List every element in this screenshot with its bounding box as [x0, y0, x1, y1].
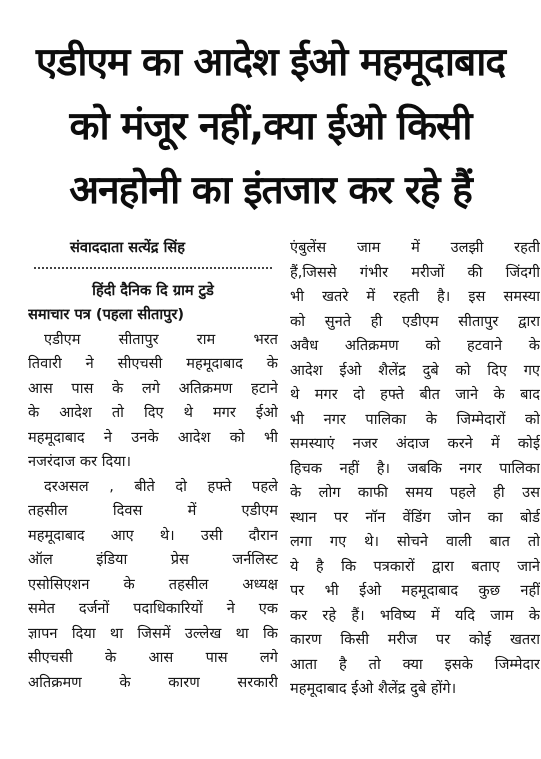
right-column-line: कर रहे हैं। भविष्य में यदि जाम के: [290, 606, 540, 624]
right-column-line: पर भी ईओ महमूदाबाद कुछ नहीं: [290, 582, 540, 599]
right-column-line: ये है कि पत्रकारों द्वारा बताए जाने: [290, 557, 540, 575]
paragraph-2-line: ज्ञापन दिया था जिसमें उल्लेख था कि: [28, 624, 278, 642]
article-column-right: [290, 236, 540, 702]
headline: [0, 0, 541, 225]
right-column-line: आदेश ईओ शैलेंद्र दुबे को दिए गए: [290, 361, 540, 379]
right-column-line: हैं,जिससे गंभीर मरीजों की जिंदगी: [290, 263, 540, 281]
paragraph-2-line: दरअसल , बीते दो हफ्ते पहले: [44, 477, 278, 495]
right-column-line: हिचक नहीं है। जबकि नगर पालिका: [290, 459, 540, 477]
right-column-line: थे मगर दो हफ्ते बीत जाने के बाद: [290, 386, 540, 403]
source-line-1: हिंदी दैनिक दि ग्राम टुडे: [92, 281, 214, 299]
headline-line-2: को मंजूर नहीं,क्या ईओ किसी: [69, 104, 472, 149]
headline-line-1: एडीएम का आदेश ईओ महमूदाबाद: [35, 40, 506, 85]
right-column-line: भी नगर पालिका के जिम्मेदारों को: [290, 410, 540, 428]
paragraph-2-line: ऑल इंडिया प्रेस जर्नलिस्ट: [28, 551, 278, 568]
paragraph-2-line: अतिक्रमण के कारण सरकारी: [28, 673, 278, 691]
right-column-line: को सुनते ही एडीएम सीतापुर द्वारा: [290, 312, 540, 330]
byline: संवाददाता सत्येंद्र सिंह: [70, 239, 186, 256]
article-column-left: [28, 236, 278, 695]
right-column-line: भी खतरे में रहती है। इस समस्या: [290, 288, 540, 305]
paragraph-1-line: के आदेश तो दिए थे मगर ईओ: [28, 404, 278, 421]
right-column-line: महमूदाबाद ईओ शैलेंद्र दुबे होंगे।: [290, 680, 457, 697]
source-line-2: समाचार पत्र (पहला सीतापुर): [28, 306, 185, 323]
right-column-line: अवैध अतिक्रमण को हटवाने के: [290, 337, 540, 354]
right-column-line: आता है तो क्या इसके जिम्मेदार: [290, 655, 540, 673]
paragraph-2-line: सीएचसी के आस पास लगे: [28, 649, 278, 666]
byline-divider: [34, 267, 272, 269]
headline-line-3: अनहोनी का इंतजार कर रहे हैं: [69, 168, 472, 213]
right-column-line: स्थान पर नॉन वेंडिंग जोन का बोर्ड: [290, 508, 540, 526]
right-column-line: कारण किसी मरीज पर कोई खतरा: [290, 631, 540, 648]
paragraph-1-line: महमूदाबाद ने उनके आदेश को भी: [28, 428, 278, 446]
right-column-line: समस्याएं नजर अंदाज करने में कोई: [290, 435, 540, 452]
paragraph-2-line: महमूदाबाद आए थे। उसी दौरान: [28, 526, 278, 544]
paragraph-1-line: एडीएम सीतापुर राम भरत: [44, 330, 278, 348]
right-column-line: एंबुलेंस जाम में उलझी रहती: [290, 239, 540, 256]
paragraph-1-line: नजरंदाज कर दिया।: [28, 453, 132, 470]
paragraph-2-line: समेत दर्जनों पदाधिकारियों ने एक: [28, 600, 278, 617]
paragraph-1-line: तिवारी ने सीएचसी महमूदाबाद के: [28, 355, 278, 372]
paragraph-2-line: तहसील दिवस में एडीएम: [28, 502, 278, 519]
paragraph-1-line: आस पास के लगे अतिक्रमण हटाने: [28, 379, 278, 397]
paragraph-2-line: एसोसिएशन के तहसील अध्यक्ष: [28, 575, 278, 593]
right-column-line: लगा गए थे। सोचने वाली बात तो: [290, 533, 540, 550]
right-column-line: के लोग काफी समय पहले ही उस: [290, 484, 540, 501]
